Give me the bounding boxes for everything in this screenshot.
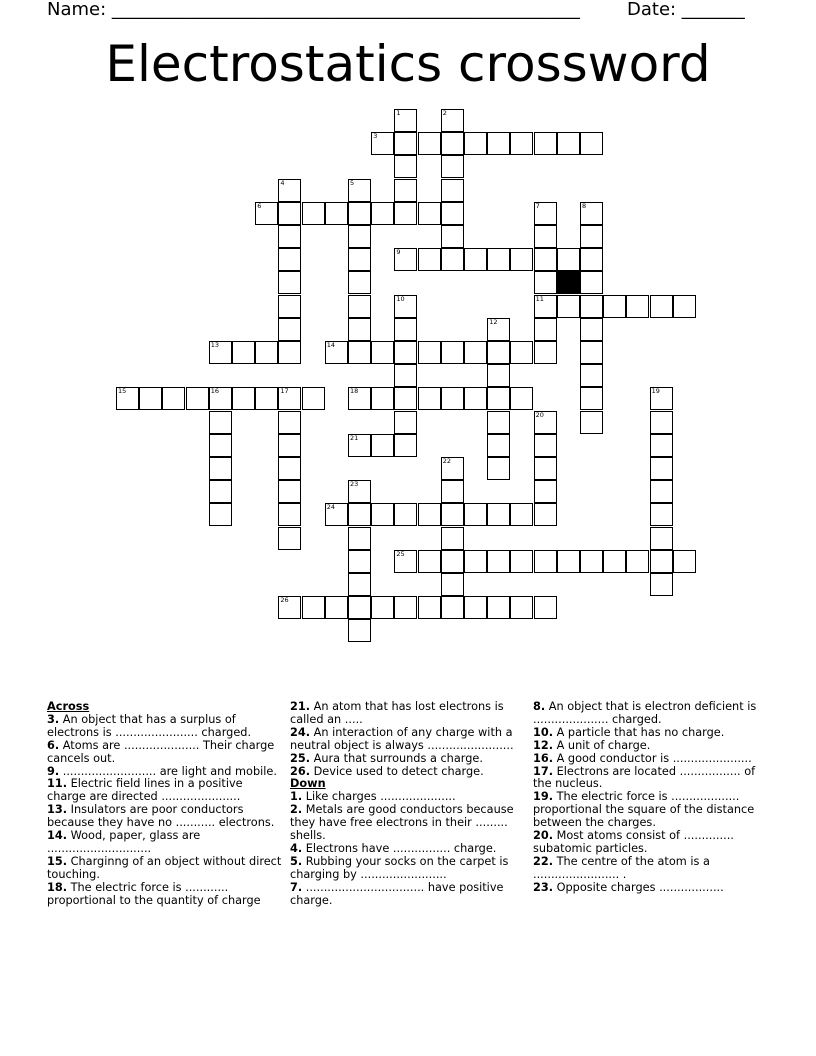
grid-cell[interactable] [487,132,510,155]
grid-cell[interactable] [510,387,533,410]
grid-cell[interactable] [348,295,371,318]
grid-cell[interactable] [278,387,301,410]
down-clue [290,804,526,843]
grid-cell[interactable] [348,248,371,271]
grid-cell[interactable] [394,503,417,526]
grid-cell[interactable] [278,318,301,341]
grid-cell[interactable] [371,596,394,619]
grid-cell[interactable] [394,295,417,318]
grid-cell[interactable] [394,202,417,225]
cell-number: 19 [651,387,660,396]
cell-number: 16 [210,387,220,396]
grid-cell[interactable] [302,202,325,225]
grid-cell[interactable] [418,132,441,155]
grid-cell[interactable] [278,596,301,619]
clue-text: Atoms are ..................... Their charge cancels out. [47,738,275,765]
across-clue [47,740,283,766]
grid-cell[interactable] [580,132,603,155]
grid-cell[interactable] [255,202,278,225]
grid-cell[interactable] [534,318,557,341]
clue-number: 5. [290,854,303,868]
cell-number: 14 [326,341,336,349]
clue-number: 16. [533,751,554,765]
clue-text: An object that has a surplus of electrons is ....................... charged. [47,712,252,739]
grid-cell[interactable] [232,341,255,364]
grid-cell[interactable] [580,318,603,341]
grid-cell[interactable] [626,550,649,573]
clue-number: 24. [290,725,311,739]
grid-cell[interactable] [278,271,301,294]
grid-cell[interactable] [487,318,510,341]
clue-column-2 [290,701,526,908]
cell-number: 2 [442,109,447,117]
across-clue [47,778,283,804]
grid-cell[interactable] [278,179,301,202]
cell-number: 4 [280,178,285,187]
grid-cell[interactable] [580,225,603,248]
grid-cell[interactable] [441,387,464,410]
grid-cell[interactable] [394,364,417,387]
grid-cell[interactable] [278,202,301,225]
grid-cell[interactable] [348,341,371,364]
clue-number: 18. [47,880,68,894]
grid-cell[interactable] [441,573,464,596]
down-clue [533,791,769,830]
grid-cell[interactable] [464,596,487,619]
grid-cell[interactable] [394,179,417,202]
grid-cell[interactable] [487,411,510,434]
clue-number: 25. [290,751,311,765]
grid-cell[interactable] [232,387,255,410]
grid-cell[interactable] [441,109,464,132]
cell-number: 24 [326,503,336,512]
grid-cell[interactable] [534,341,557,364]
clue-number: 8. [533,700,546,713]
grid-cell[interactable] [441,596,464,619]
grid-cell[interactable] [348,434,371,457]
grid-cell[interactable] [255,387,278,410]
grid-cell[interactable] [302,387,325,410]
clue-number: 4. [290,841,303,855]
grid-cell[interactable] [487,550,510,573]
grid-cell[interactable] [278,248,301,271]
grid-cell[interactable] [441,202,464,225]
cell-number: 12 [489,317,498,326]
grid-cell[interactable] [278,480,301,503]
grid-cell[interactable] [534,411,557,434]
clue-text: ................................. have positive charge. [290,880,504,907]
grid-cell[interactable] [673,550,696,573]
grid-cell[interactable] [510,341,533,364]
clue-text: Charginng of an object without direct touching. [47,854,282,881]
across-clue [47,804,283,830]
grid-cell[interactable] [487,248,510,271]
across-clue [290,701,526,727]
grid-cell[interactable] [394,596,417,619]
grid-cell[interactable] [487,387,510,410]
grid-cell[interactable] [534,550,557,573]
clue-text: Electrons are located ................. of the nucleus. [533,764,756,791]
grid-cell[interactable] [278,411,301,434]
clue-number: 23. [533,880,554,894]
cell-number: 1 [396,109,401,117]
cell-number: 21 [350,433,359,442]
clue-number: 2. [290,803,303,817]
page-title: Electrostatics crossword [105,35,711,93]
grid-cell[interactable] [510,248,533,271]
grid-cell[interactable] [650,503,673,526]
grid-cell[interactable] [534,457,557,480]
across-clue [47,830,283,856]
grid-cell[interactable] [534,434,557,457]
grid-cell[interactable] [487,364,510,387]
grid-cell[interactable] [394,434,417,457]
clue-text: Most atoms consist of .............. subatomic particles. [533,829,734,855]
clue-number: 17. [533,764,554,778]
clue-column-3 [533,701,769,895]
grid-cell[interactable] [371,341,394,364]
grid-cell[interactable] [441,503,464,526]
clue-number: 15. [47,854,68,868]
clue-text: A unit of charge. [553,738,651,752]
grid-cell[interactable] [580,411,603,434]
grid-cell[interactable] [603,550,626,573]
clue-text: The centre of the atom is a ........................ . [533,854,710,881]
grid-cell[interactable] [650,434,673,457]
grid-cell[interactable] [534,202,557,225]
clue-text: A particle that has no charge. [553,725,725,739]
grid-cell[interactable] [557,550,580,573]
grid-cell[interactable] [348,179,371,202]
cell-number: 10 [396,294,405,303]
grid-cell[interactable] [650,411,673,434]
grid-cell[interactable] [371,202,394,225]
across-clue [290,727,526,753]
grid-cell[interactable] [557,248,580,271]
clue-text: Aura that surrounds a charge. [310,751,483,765]
grid-cell[interactable] [418,341,441,364]
clue-text: An interaction of any charge with a neutral object is always ........................ [290,725,514,752]
grid-cell[interactable] [441,155,464,178]
grid-cell[interactable] [603,295,626,318]
grid-cell[interactable] [534,295,557,318]
grid-cell[interactable] [580,387,603,410]
grid-cell[interactable] [534,503,557,526]
grid-cell[interactable] [441,179,464,202]
clue-text: An atom that has lost electrons is called an ..... [290,700,504,726]
grid-cell[interactable] [371,387,394,410]
grid-cell[interactable] [650,457,673,480]
grid-cell[interactable] [394,411,417,434]
grid-cell[interactable] [510,596,533,619]
grid-cell[interactable] [418,387,441,410]
down-clue [533,766,769,792]
cell-number: 7 [535,201,540,210]
grid-cell[interactable] [487,457,510,480]
cell-number: 6 [257,201,262,210]
grid-cell[interactable] [441,341,464,364]
cell-number: 9 [396,248,401,257]
down-heading: Down [290,777,326,791]
grid-cell[interactable] [371,132,394,155]
cell-number: 20 [535,410,544,419]
clue-column-1 [47,701,283,908]
clue-text: Electric field lines in a positive charge are directed ...................... [47,777,243,804]
down-clue [533,701,769,727]
grid-cell[interactable] [348,596,371,619]
grid-cell[interactable] [348,503,371,526]
across-clue [47,856,283,882]
clue-text: The electric force is ............ proportional to the quantity of charge [47,880,261,907]
cell-number: 26 [280,596,289,605]
grid-cell[interactable] [557,295,580,318]
clue-text: Rubbing your socks on the carpet is charging by ........................ [290,854,509,881]
grid-cell[interactable] [348,202,371,225]
cell-number: 3 [373,132,378,141]
grid-cell[interactable] [464,341,487,364]
cell-number: 18 [350,387,359,396]
grid-cell[interactable] [534,132,557,155]
clue-number: 6. [47,738,60,752]
grid-cell[interactable] [186,387,209,410]
down-clue [533,830,769,856]
grid-cell[interactable] [278,527,301,550]
cell-number: 15 [118,387,127,396]
down-clue [533,856,769,882]
down-clue [533,882,769,895]
grid-cell[interactable] [209,341,232,364]
grid-cell[interactable] [510,503,533,526]
grid-cell[interactable] [348,619,371,642]
across-heading: Across [47,700,90,713]
grid-cell[interactable] [394,387,417,410]
grid-cell[interactable] [278,434,301,457]
grid-cell[interactable] [650,550,673,573]
grid-cell[interactable] [487,341,510,364]
grid-cell[interactable] [325,596,348,619]
grid-cell[interactable] [534,225,557,248]
clue-number: 13. [47,803,68,817]
down-clue [290,856,526,882]
clue-number: 11. [47,777,68,791]
grid-cell[interactable] [348,527,371,550]
clue-text: The electric force is ................... proportional the square of the distance between the charges. [533,790,755,830]
grid-cell[interactable] [394,132,417,155]
clue-number: 12. [533,738,554,752]
grid-cell[interactable] [325,341,348,364]
grid-cell[interactable] [255,341,278,364]
clue-number: 7. [290,880,303,894]
black-cell [557,271,580,294]
clue-number: 20. [533,829,554,843]
cell-number: 13 [210,341,220,349]
clue-text: .......................... are light and mobile. [59,764,277,778]
grid-cell[interactable] [418,248,441,271]
crossword-grid [116,109,699,646]
grid-cell[interactable] [162,387,185,410]
grid-cell[interactable] [418,503,441,526]
name-field: Name: ____________________________________________________ [47,0,580,20]
grid-cell[interactable] [418,202,441,225]
grid-cell[interactable] [441,225,464,248]
grid-cell[interactable] [209,434,232,457]
down-clue [290,882,526,908]
grid-cell[interactable] [650,573,673,596]
grid-cell[interactable] [209,411,232,434]
grid-cell[interactable] [139,387,162,410]
clue-number: 3. [47,712,60,726]
across-clue [47,714,283,740]
cell-number: 5 [350,178,355,187]
grid-cell[interactable] [348,480,371,503]
grid-cell[interactable] [464,550,487,573]
clue-number: 10. [533,725,554,739]
grid-cell[interactable] [464,132,487,155]
date-field: Date: _______ [627,0,745,20]
grid-cell[interactable] [464,248,487,271]
grid-cell[interactable] [510,550,533,573]
grid-cell[interactable] [418,550,441,573]
cell-number: 11 [535,294,544,303]
grid-cell[interactable] [278,503,301,526]
clue-text: Like charges ..................... [302,790,456,804]
grid-cell[interactable] [394,341,417,364]
clue-text: Metals are good conductors because they have free electrons in their ......... shells. [290,803,514,843]
grid-cell[interactable] [580,550,603,573]
cell-number: 25 [396,549,405,558]
grid-cell[interactable] [394,155,417,178]
grid-cell[interactable] [348,225,371,248]
clue-number: 22. [533,854,554,868]
grid-cell[interactable] [278,457,301,480]
grid-cell[interactable] [209,387,232,410]
grid-cell[interactable] [325,503,348,526]
grid-cell[interactable] [348,573,371,596]
clue-text: Insulators are poor conductors because they have no ........... electrons. [47,803,275,830]
grid-cell[interactable] [580,248,603,271]
grid-cell[interactable] [441,480,464,503]
grid-cell[interactable] [394,318,417,341]
grid-cell[interactable] [650,387,673,410]
grid-cell[interactable] [673,295,696,318]
grid-cell[interactable] [580,364,603,387]
grid-cell[interactable] [348,550,371,573]
grid-cell[interactable] [580,341,603,364]
grid-cell[interactable] [441,550,464,573]
grid-cell[interactable] [209,503,232,526]
grid-cell[interactable] [278,295,301,318]
grid-cell[interactable] [580,295,603,318]
grid-cell[interactable] [371,434,394,457]
grid-cell[interactable] [394,248,417,271]
grid-cell[interactable] [348,271,371,294]
grid-cell[interactable] [209,480,232,503]
grid-cell[interactable] [441,248,464,271]
clue-number: 26. [290,764,311,778]
grid-cell[interactable] [325,202,348,225]
clue-text: A good conductor is ...................... [553,751,752,765]
grid-cell[interactable] [487,503,510,526]
grid-cell[interactable] [278,341,301,364]
grid-cell[interactable] [580,271,603,294]
across-clue [47,882,283,908]
grid-cell[interactable] [580,202,603,225]
clue-text: Opposite charges .................. [553,880,724,894]
grid-cell[interactable] [418,596,441,619]
grid-cell[interactable] [278,225,301,248]
grid-cell[interactable] [441,457,464,480]
clue-number: 9. [47,764,60,778]
grid-cell[interactable] [487,596,510,619]
grid-cell[interactable] [302,596,325,619]
clue-number: 14. [47,829,68,843]
cell-number: 8 [582,201,587,210]
grid-cell[interactable] [348,318,371,341]
grid-cell[interactable] [348,387,371,410]
grid-cell[interactable] [487,434,510,457]
grid-cell[interactable] [441,132,464,155]
grid-cell[interactable] [394,550,417,573]
grid-cell[interactable] [394,109,417,132]
grid-cell[interactable] [441,527,464,550]
cell-number: 17 [280,387,289,396]
grid-cell[interactable] [464,503,487,526]
clue-text: Electrons have ................ charge. [302,841,497,855]
grid-cell[interactable] [510,132,533,155]
clue-number: 21. [290,700,311,713]
clue-text: Wood, paper, glass are ............................. [47,829,201,855]
clue-number: 19. [533,790,554,804]
grid-cell[interactable] [209,457,232,480]
grid-cell[interactable] [650,480,673,503]
grid-cell[interactable] [534,480,557,503]
clue-number: 1. [290,790,303,804]
clue-text: Device used to detect charge. [310,764,484,778]
grid-cell[interactable] [626,295,649,318]
grid-cell[interactable] [371,503,394,526]
grid-cell[interactable] [650,527,673,550]
cell-number: 23 [350,480,359,489]
grid-cell[interactable] [534,248,557,271]
grid-cell[interactable] [534,271,557,294]
grid-cell[interactable] [650,295,673,318]
cell-number: 22 [442,457,452,465]
grid-cell[interactable] [557,132,580,155]
grid-cell[interactable] [464,387,487,410]
grid-cell[interactable] [534,596,557,619]
grid-cell[interactable] [116,387,139,410]
clue-text: An object that is electron deficient is ..................... charged. [533,700,757,726]
